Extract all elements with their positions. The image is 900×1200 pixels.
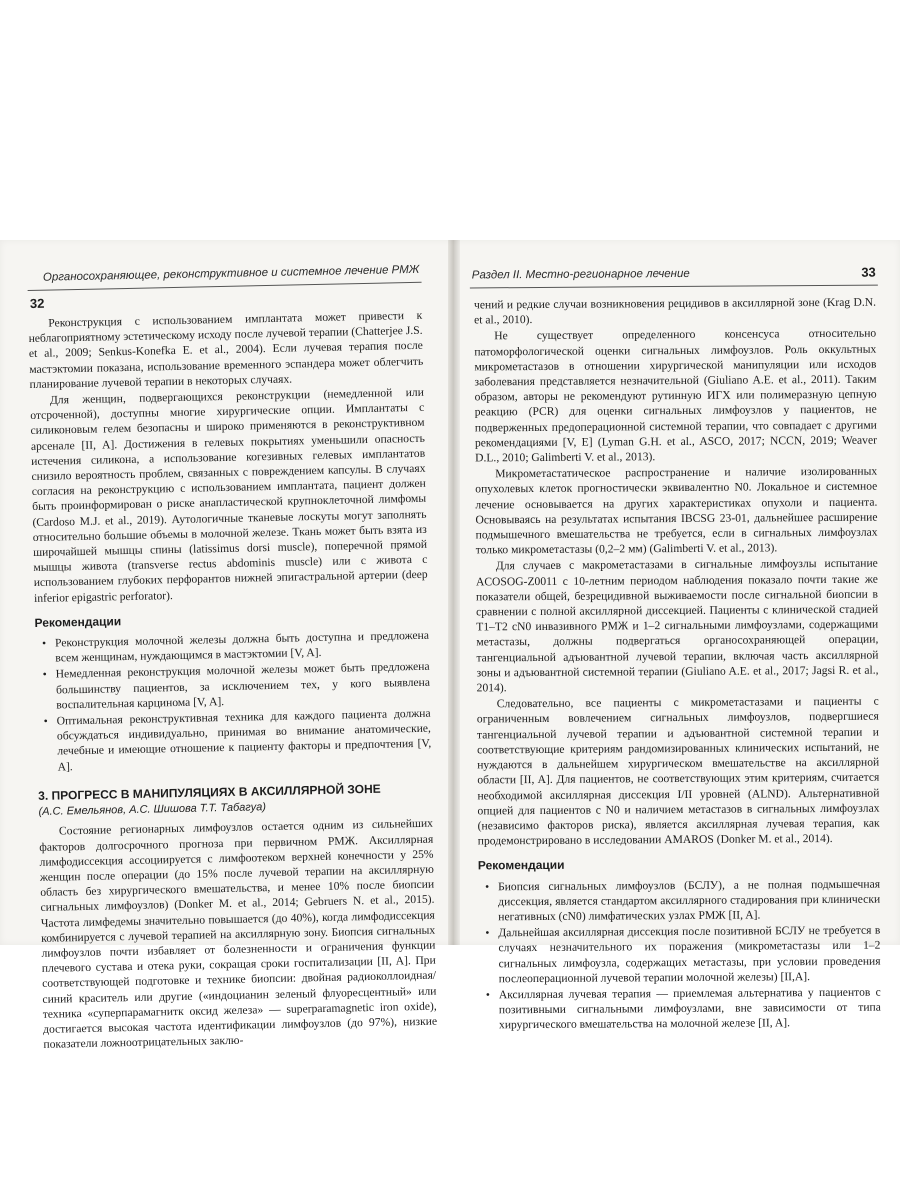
left-page (0, 235, 455, 1052)
right-paragraph-3: Микрометастатическое распространение и наличие изолированных опухолевых клеток прогностически эквивалентно N0. Локальное и системное лечение основывается на других характеристиках опухоли и пациента. Основываясь на результатах испытания IBCSG 23-01, дальнейшее расширение подмышечного вмешательства не требуется, если в сигнальных лимфоузлах только микрометастазы (0,2–2 мм) (Galimberti V. et al., 2013). (475, 464, 878, 557)
right-paragraph-1: чений и редкие случаи возникновения рецидивов в аксиллярной зоне (Krag D.N. et al., 2010). (473, 295, 877, 327)
right-recommendations-list (478, 876, 881, 1033)
left-recommendation-1: • Реконструкция молочной железы должна быть доступна и предложена всем женщинам, нуждающимся в мастэктомии [V, A]. (35, 628, 430, 667)
left-recommendations-title: Рекомендации (34, 614, 122, 630)
section-paragraph: Состояние регионарных лимфоузлов остается одним из сильнейших факторов долгосрочного прогноза при первичном РМЖ. Аксиллярная лимфодиссекция ассоциируется с лимфоотеком верхней конечности у 25% женщин после операции (до 15% после лучевой терапии на аксиллярную область без хирургического вмешательства, и менее 10% после биопсии сигнальных лимфоузлов) (Donker M. et al., 2014; Gebruers N. et al., 2015). Частота лимфедемы значительно повышается (до 40%), когда лимфодиссекция комбинируется с лучевой терапией на аксиллярную зону. Биопсия сигнальных лимфоузлов почти избавляет от болезненности и ограничения функции плечевого сустава и отека руки, сокращая сроки госпитализации [II, A]. При соответствующей подготовке и технике биопсии: двойная радиоколлоидная/синий краситель или другие («индоцианин зеленый флуоресцентный» или техника «суперпарамагнитк оксид железа» — superparamagnetic iron oxide), достигается высокая частота идентификации лимфоузлов (до 97%), низкие показатели ложноотрицательных заклю- (39, 816, 438, 1052)
left-header-rule (28, 282, 422, 291)
left-recommendations-list (35, 628, 432, 775)
left-page-number: 32 (29, 295, 45, 311)
right-paragraph-5: Следовательно, все пациенты с микрометастазами и пациенты с ограниченным вовлечением сигнальных лимфоузлов, подвергшиеся тангенциальной лучевой терапии и адъювантной системной терапии и соответствующие критериям рандомизированных клинических испытаний, не нуждаются в дальнейшем хирургическом вмешательстве на аксиллярной области [II, A]. Для пациентов, не соответствующих этим критериям, считается необходимой аксиллярная диссекция I/II уровней (ALND). Альтернативной опцией для пациентов с N0 и наличием метастазов в сигнальных лимфоузлах (независимо факторов риска), является аксиллярная лучевая терапия, как продемонстрировано в исследовании AMAROS (Donker M. et al., 2014). (476, 694, 880, 848)
right-running-head: Раздел II. Местно-регионарное лечение (471, 267, 690, 282)
right-page-number: 33 (861, 264, 876, 280)
right-recommendations-title: Рекомендации (477, 858, 565, 873)
left-running-head: Органосохраняющее, реконструктивное и системное лечение РМЖ (42, 263, 420, 284)
right-recommendation-2: • Дальнейшая аксиллярная диссекция после позитивной БСЛУ не требуется в случаях незначительного их поражения (микрометастазы или 1–2 сигнальных лимфоузла, содержащих метастазы, при условии проведения послеоперационной лучевой терапии молочной железы) [II,A]. (478, 923, 880, 987)
right-paragraph-2: Не существует определенного консенсуса относительно патоморфологической оценки сигнальных лимфоузлов. Роль оккультных микрометастазов в отношении хирургической манипуляции или исходов заболевания представляется незначительной (Giuliano A.E. et al., 2011). Таким образом, авторы не рекомендуют рутинную ИГХ или полимеразную цепную реакцию (PCR) для оценки сигнальных лимфоузлов у пациентов, не подверженных предоперационной системной терапии, что совпадает с другими рекомендациями [V, E] (Lyman G.H. et al., ASCO, 2017; NCCN, 2019; Weaver D.L., 2010; Galimberti V. et al., 2013). (474, 327, 877, 465)
right-recommendation-1: • Биопсия сигнальных лимфоузлов (БСЛУ), а не полная подмышечная диссекция, является стандартом аксиллярного стадирования при клинически негативных (cN0) лимфатических узлах РМЖ [II, A]. (478, 876, 880, 924)
right-text-column (474, 295, 881, 1037)
left-recommendation-3: • Оптимальная реконструктивная техника для каждого пациента должна обсуждаться индивидуально, принимая во внимание анатомические, лечебные и имеющие отношение к пациенту факторы и предпочтения [V, A]. (37, 706, 432, 775)
right-recommendation-3: • Аксиллярная лучевая терапия — приемлемая альтернатива у пациентов с позитивными сигнальными лимфоузлами, вне зависимости от типа хирургического вмешательства на молочной железе [II, A]. (479, 985, 881, 1033)
right-page (458, 238, 900, 1032)
left-recommendation-2: • Немедленная реконструкция молочной железы может быть предложена большинству пациентов, за исключением тех, у кого выявлена воспалительная карцинома [V, A]. (36, 659, 431, 713)
left-text-column (28, 308, 437, 1053)
left-paragraph-2: Для женщин, подвергающихся реконструкции (немедленной или отсроченной), доступны многие хирургические опции. Имплантаты с силиконовым гелем безопасны и широко применяются в реконструктивном арсенале [II, A]. Достижения в гелевых покрытиях уменьшили опасность истечения силикона, а использование когезивных гелевых имплантатов снизило вероятность проблем, связанных с повреждением капсулы. В случаях согласия на реконструкцию с использованием имплантата, пациент должен быть проинформирован о риске анапластической крупноклеточной лимфомы (Cardoso M.J. et al., 2019). Аутологичные тканевые лоскуты могут заполнять относительно большие объемы в молочной железе. Ткань может быть взята из широчайшей мышцы спины (latissimus dorsi muscle), поперечной прямой мышцы живота (transverse rectus abdominis muscle) или с живота с использованием глубоких перфорантов нижней эпигастральной артерии (deep inferior epigastric perforator). (30, 385, 428, 605)
left-paragraph-1: Реконструкция с использованием имплантата может привести к неблагоприятному эстетическому исходу после лучевой терапии (Chatterjee J.S. et al., 2009; Senkus-Konefka E. et al., 2004). Если лучевая терапия после мастэктомии показана, использование временного эспандера может облегчить планирование лучевой терапии в некоторых случаях. (28, 308, 424, 391)
section-title: 3. ПРОГРЕСС В МАНИПУЛЯЦИЯХ В АКСИЛЛЯРНОЙ ЗОНЕ (38, 781, 381, 803)
section-authors: (А.С. Емельянов, А.С. Шишова Т.Т. Табагуа) (38, 801, 267, 819)
right-header-rule (470, 285, 878, 289)
right-paragraph-4: Для случаев с макрометастазами в сигнальные лимфоузлы испытание ACOSOG-Z0011 с 10-летним периодом наблюдения показало почти такие же показатели общей, безрецидивной выживаемости после сигнальной биопсии в сравнении с полной аксиллярной диссекцией. Пациенты с клинической стадией T1–T2 cN0 инвазивного РМЖ и 1–2 сигнальными лимфоузлами, содержащими метастазы, должны подвергаться органосохраняющей операции, тангенциальной адъювантной лучевой терапии, включая часть аксиллярной зоны и адъювантной системной терапии (Giuliano A.E. et al., 2017; Jagsi R. et al., 2014). (475, 557, 879, 695)
